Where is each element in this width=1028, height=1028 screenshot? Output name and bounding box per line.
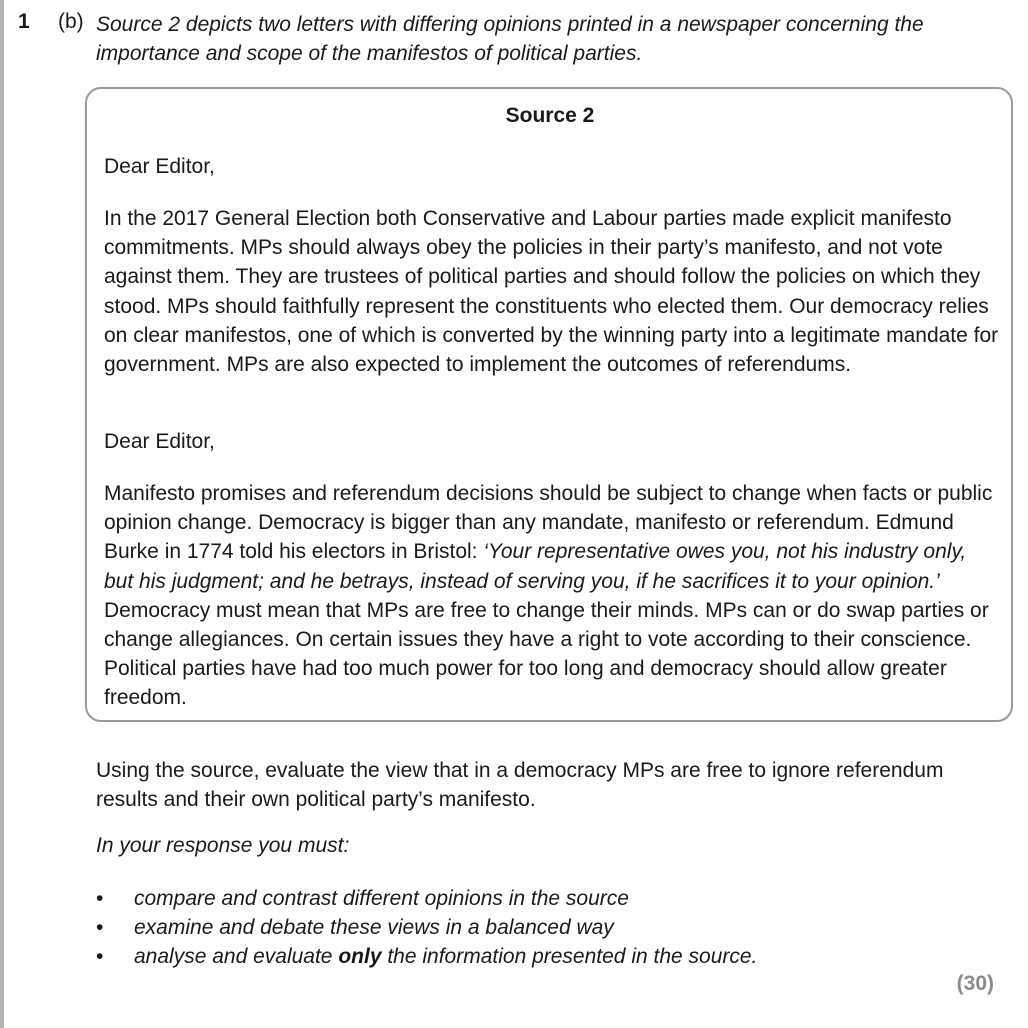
source-title: Source 2 <box>505 104 595 127</box>
burke-quote: ‘Your representative owes you, not his industry only, but his judgment; and he betrays, instead of serving you, if he sacrifices it to your opinion.’ <box>104 540 967 593</box>
letter2-text-start: Manifesto promises and referendum decisions should be subject to change when facts or public opinion change. Democracy is bigger than any mandate, manifesto or referendum. Edmund Burke in 1774 told his electors in Bristol: <box>104 482 993 564</box>
letter1-salutation: Dear Editor, <box>104 155 215 178</box>
requirement-item <box>96 942 757 971</box>
question-part: (b) <box>58 10 84 33</box>
requirement-list <box>96 884 757 971</box>
page-margin-rule <box>0 0 4 1028</box>
requirement-item <box>96 884 757 913</box>
letter2-text-end: Democracy must mean that MPs are free to change their minds. MPs can or do swap parties or change allegiances. On certain issues they have a right to vote according to their conscience. Political parties have had too much power for too long and democracy should allow greater freedom. <box>104 598 989 710</box>
requirement-text: examine and debate these views in a balanced way <box>134 916 614 939</box>
marks-available: (30) <box>956 972 994 995</box>
letter2-body <box>104 479 999 713</box>
bullet-symbol: • <box>96 916 104 939</box>
bullet-symbol: • <box>96 887 104 910</box>
requirement-text-end: the information presented in the source. <box>381 945 758 968</box>
instruction-heading: In your response you must: <box>96 834 350 857</box>
letter1-body <box>104 204 999 379</box>
requirement-text: compare and contrast different opinions in the source <box>134 887 629 910</box>
letter1-paragraph: In the 2017 General Election both Conservative and Labour parties made explicit manifesto commitments. MPs should always obey the policies in their party’s manifesto, and not vote against them. They are trustees of political parties and should follow the policies on which they stood. MPs should faithfully represent the constituents who elected them. Our democracy relies on clear manifestos, one of which is converted by the winning party into a legitimate mandate for government. MPs are also expected to implement the outcomes of referendums. <box>104 207 999 377</box>
requirement-emphasis: only <box>338 945 382 968</box>
question-intro: Source 2 depicts two letters with differing opinions printed in a newspaper concerning the importance and scope of the manifestos of political parties. <box>96 13 924 65</box>
task-statement: Using the source, evaluate the view that in a democracy MPs are free to ignore referendum results and their own political party’s manifesto. <box>96 759 944 811</box>
bullet-symbol: • <box>96 945 104 968</box>
question-number: 1 <box>18 10 30 33</box>
requirement-item <box>96 913 757 942</box>
requirement-text-start: analyse and evaluate <box>134 945 339 968</box>
letter2-salutation: Dear Editor, <box>104 430 215 453</box>
letter2-paragraph <box>104 479 999 713</box>
